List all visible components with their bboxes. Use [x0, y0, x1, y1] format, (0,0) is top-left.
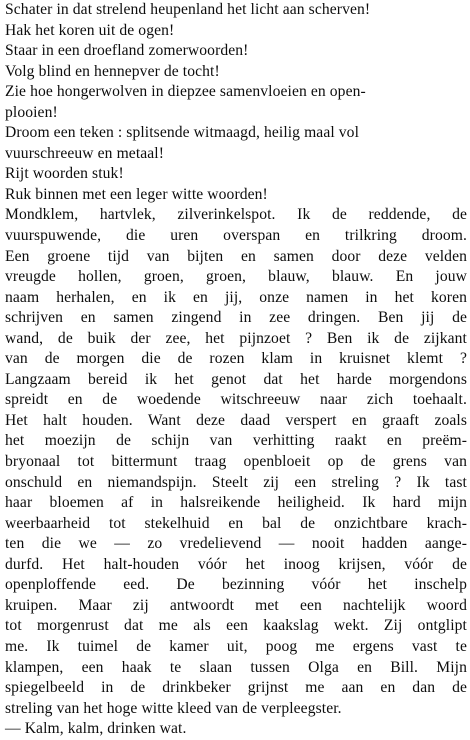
prose-line: schrijven en samen zingend in zee dringen. Ben jij de [5, 309, 467, 327]
prose-line: me. Ik tuimel de kamer uit, poog me ergens vast te [5, 637, 467, 655]
verse-line: Zie hoe hongerwolven in diepzee samenvloeien en open- [5, 83, 366, 101]
prose-line: spiegelbeeld in de drinkbeker grijnst me aan en dan de [5, 679, 467, 697]
prose-line: ten die we — zo vredelievend — nooit hadden aange- [5, 535, 467, 553]
verse-line: Hak het koren uit de ogen! [5, 21, 175, 39]
verse-line: Rijt woorden stuk! [5, 165, 124, 183]
verse-line: Schater in dat strelend heupenland het licht aan scherven! [5, 1, 371, 18]
prose-line: Het halt houden. Want deze daad verspert en graaft zoals [5, 411, 467, 429]
verse-block [5, 0, 467, 205]
prose-line: haar bloemen af in halsreikende heiligheid. Ik hard mijn [5, 494, 467, 512]
prose-line: onschuld en niemandspijn. Steelt zij een streling ? Ik tast [5, 473, 467, 491]
prose-line: durfd. Het halt-houden vóór het inoog krijsen, vóór de [5, 555, 467, 573]
prose-line: naam herhalen, en ik en jij, onze namen in het koren [5, 288, 467, 306]
prose-line: wand, de buik der zee, het pijnzoet ? Ben ik de zijkant [5, 329, 467, 347]
prose-line: weerbaarheid tot stekelhuid en bal de onzichtbare krach- [5, 514, 467, 532]
prose-line: Een groene tijd van bijten en samen door deze velden [5, 247, 467, 265]
prose-line: Mondklem, hartvlek, zilverinkelspot. Ik de reddende, de [5, 206, 467, 224]
prose-line: het moezijn de schijn van verhitting raakt en preëm- [5, 432, 467, 450]
prose-line: vreugde hollen, groen, groen, blauw, blauw. En jouw [5, 268, 467, 286]
prose-block [5, 205, 467, 719]
prose-line: klampen, een haak te slaan tussen Olga en Bill. Mijn [5, 658, 467, 676]
verse-line: Staar in een droefland zomerwoorden! [5, 42, 249, 60]
prose-line: spreidt en de woedende witschreeuw naar zich toehaalt. [5, 391, 467, 409]
prose-line: bryonaal tot bittermunt traag openbloeit op de grens van [5, 453, 467, 471]
verse-line: vuurschreeuw en metaal! [5, 144, 165, 162]
prose-line: kruipen. Maar zij antwoordt met een nachtelijk woord [5, 596, 467, 614]
verse-line: Ruk binnen met een leger witte woorden! [5, 185, 268, 203]
prose-line: tot morgenrust dat me als een kaakslag wekt. Zij ontglipt [5, 617, 467, 635]
prose-line: Langzaam bereid ik het genot dat het harde morgendons [5, 370, 467, 388]
verse-line: Droom een teken : splitsende witmaagd, heilig maal vol [5, 124, 360, 142]
closing-line: — Kalm, kalm, drinken wat. [5, 720, 187, 738]
prose-line: streling van het hoge witte kleed van de verpleegster. [5, 699, 342, 717]
prose-line: van de morgen die de rozen klam in kruisnet klemt ? [5, 350, 467, 368]
verse-line: Volg blind en hennepver de tocht! [5, 62, 220, 80]
poem-page [5, 0, 467, 738]
verse-line: plooien! [5, 103, 58, 121]
prose-line: vuurspuwende, die uren overspan en trilkring droom. [5, 227, 467, 245]
prose-line: openploffende eed. De bezinning vóór het inschelp [5, 576, 467, 594]
